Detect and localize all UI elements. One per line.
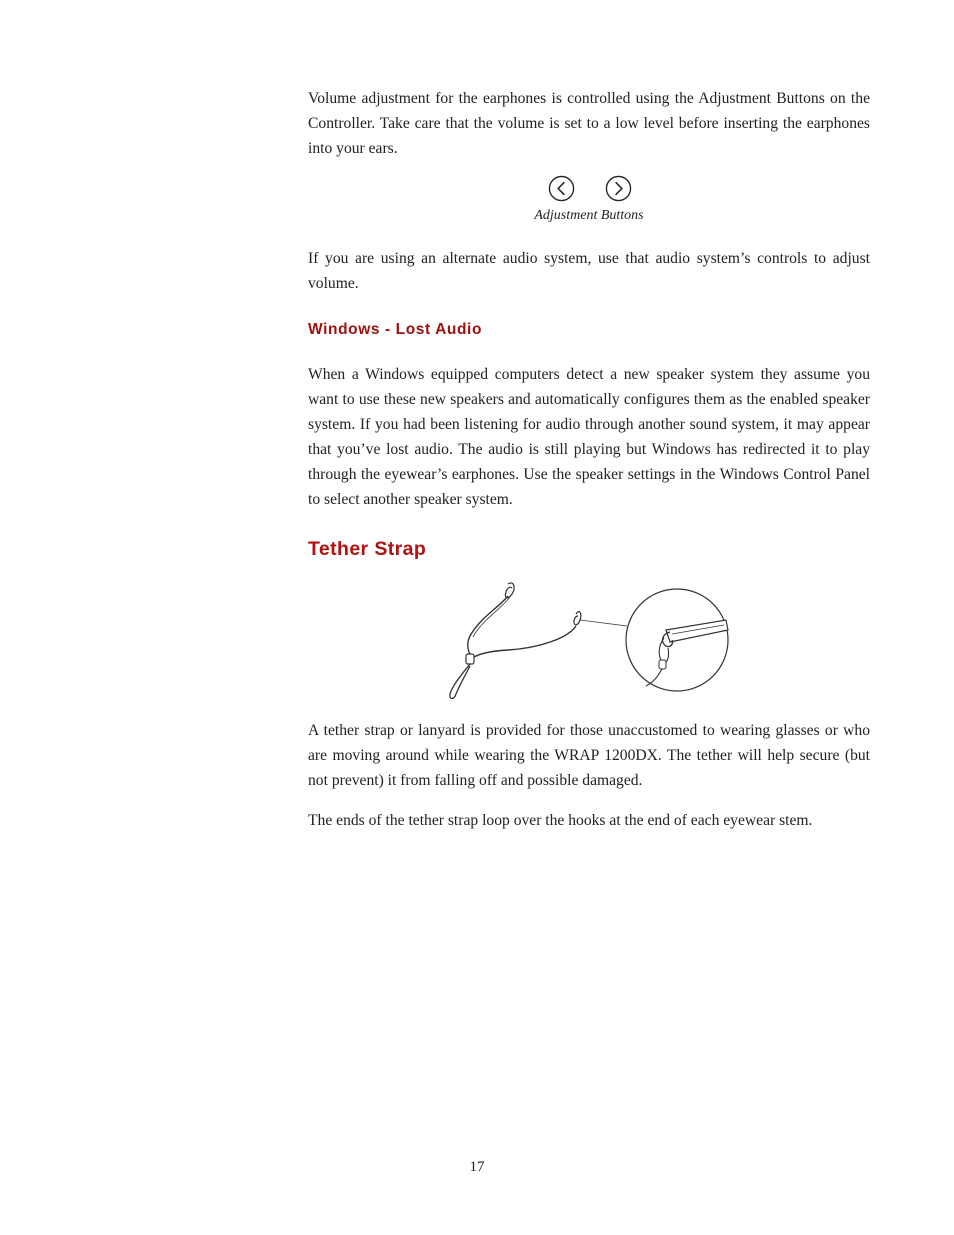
alternate-audio-paragraph: If you are using an alternate audio system, use that audio system’s controls to adjust volume. bbox=[308, 250, 870, 292]
tether-paragraph-2: The ends of the tether strap loop over the hooks at the end of each eyewear stem. bbox=[308, 812, 813, 829]
tether-strap-illustration bbox=[440, 578, 740, 706]
chevron-left-icon bbox=[548, 175, 575, 202]
page-number: 17 bbox=[469, 1159, 485, 1175]
lost-audio-heading: Windows - Lost Audio bbox=[308, 321, 483, 338]
lost-audio-paragraph: When a Windows equipped computers detect a new speaker system they assume you want to use these new speakers and automatically configures them as the enabled speaker system. If you had been listening for audio through another sound system, it may appear that you’ve lost audio. The audio is still playing but Windows has redirected it to play through the eyewear’s earphones. Use the speaker settings in the Windows Control Panel to select another speaker system. bbox=[308, 366, 870, 508]
adjustment-buttons-figure bbox=[548, 175, 634, 205]
tether-strap-heading: Tether Strap bbox=[308, 538, 427, 560]
chevron-right-icon bbox=[605, 175, 632, 202]
tether-paragraph-1: A tether strap or lanyard is provided for those unaccustomed to wearing glasses or who are moving around while wearing the WRAP 1200DX. The tether will help secure (but not prevent) it from falling off and possible damaged. bbox=[308, 722, 870, 789]
adjustment-buttons-caption: Adjustment Buttons bbox=[534, 208, 644, 223]
intro-paragraph: Volume adjustment for the earphones is controlled using the Adjustment Buttons on the Controller. Take care that the volume is set to a low level before inserting the earphones into your ears. bbox=[308, 90, 870, 157]
